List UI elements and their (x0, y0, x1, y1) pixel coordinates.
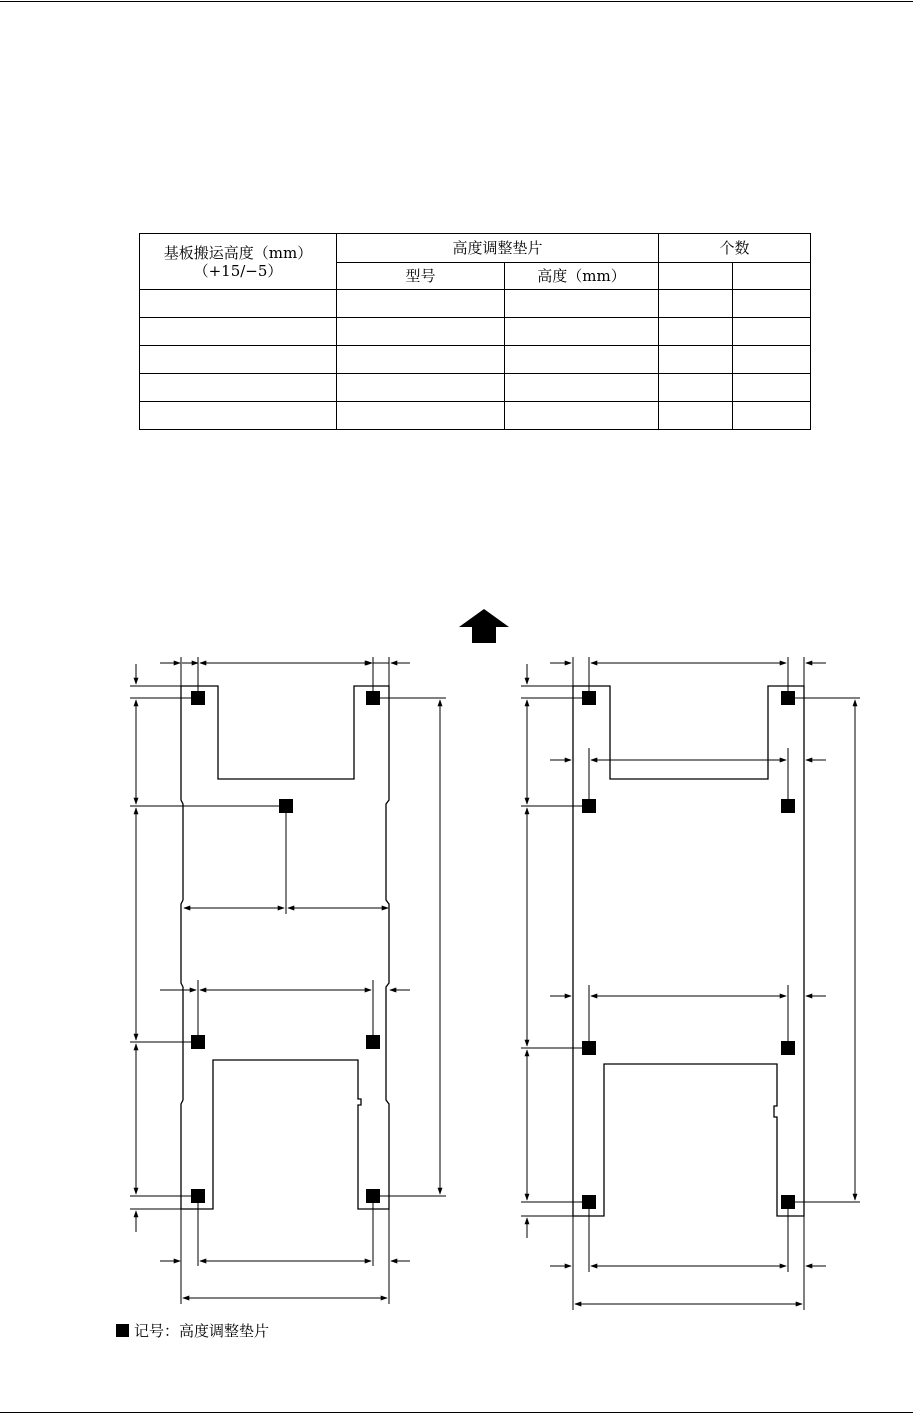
up-arrow-icon (459, 609, 509, 643)
height-shim-square-icon (191, 1035, 205, 1049)
bottom-rule (0, 1412, 913, 1413)
height-shim-square-icon (781, 1195, 795, 1209)
shim-spec-table (139, 233, 811, 430)
height-shim-square-icon (366, 1035, 380, 1049)
right-board-outline (573, 686, 804, 1216)
header-height: 高度（mm） (505, 263, 659, 290)
height-shim-square-icon (781, 799, 795, 813)
header-model: 型号 (337, 263, 505, 290)
height-shim-square-icon (582, 1041, 596, 1055)
height-shim-square-icon (366, 691, 380, 705)
table-row (140, 290, 811, 318)
left-board-outline (181, 686, 389, 1209)
height-shim-square-icon (366, 1189, 380, 1203)
height-shim-square-icon (191, 1189, 205, 1203)
height-shim-square-icon (116, 1324, 129, 1337)
height-shim-square-icon (781, 1041, 795, 1055)
header-count-b (733, 263, 811, 290)
height-shim-square-icon (582, 799, 596, 813)
height-shim-square-icon (582, 691, 596, 705)
table-row (140, 402, 811, 430)
header-count-a (659, 263, 733, 290)
height-shim-square-icon (191, 691, 205, 705)
height-shim-square-icon (279, 799, 293, 813)
legend-text: 记号：高度调整垫片 (134, 1322, 270, 1340)
table-row (140, 374, 811, 402)
header-transport-height: 基板搬运高度（mm） （+15/−5） (140, 234, 337, 290)
table-row (140, 346, 811, 374)
header-shim-group: 高度调整垫片 (337, 234, 659, 263)
header-count: 个数 (659, 234, 811, 263)
table-row (140, 318, 811, 346)
height-shim-square-icon (781, 691, 795, 705)
legend (116, 1320, 269, 1341)
top-rule (0, 1, 913, 2)
shim-placement-diagram (0, 600, 913, 1360)
height-shim-square-icon (582, 1195, 596, 1209)
